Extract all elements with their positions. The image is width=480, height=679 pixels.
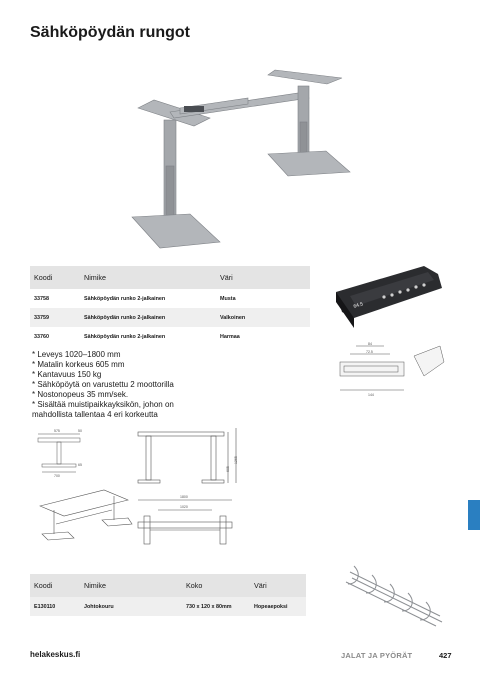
front-view-drawing [134,424,244,490]
dim-panel-total: 144 [368,393,374,397]
isometric-drawing [34,484,134,548]
dim-foot-width: 700 [54,474,60,478]
dim-panel-top: 84 [368,342,372,346]
footer-category: JALAT JA PYÖRÄT [341,651,413,660]
side-view-drawing [34,426,84,478]
table-row [30,289,310,308]
frames-table [30,266,310,346]
cable-tray-table [30,574,306,616]
page-title: Sähköpöydän rungot [30,24,190,41]
feature-item: * Sähköpöytä on varustettu 2 moottorilla [32,380,174,389]
cell-code: 33758 [34,295,49,302]
header-color: Väri [250,574,306,597]
dim-side-height: 50 [78,429,82,433]
dim-front-total-height: 1265 [234,456,238,464]
table-row [30,308,310,327]
footer-site: helakeskus.fi [30,650,81,659]
dim-front-height: 605 [226,466,230,472]
table-row [30,327,310,346]
desk-frame-image [120,62,365,252]
cell-size: 730 x 120 x 80mm [182,597,250,616]
header-color: Väri [216,266,310,289]
controller-image [332,262,442,334]
cell-name: Johtokouru [80,597,182,616]
dim-plan-inner: 1020 [180,505,188,509]
header-code: Koodi [30,266,80,289]
cell-color: Harmaa [220,333,240,340]
header-code: Koodi [30,574,80,597]
cell-name: Sähköpöydän runko 2-jalkainen [84,295,166,302]
cell-color: Musta [220,295,236,302]
page-number: 427 [439,651,452,660]
dim-side-width: 575 [54,429,60,433]
feature-item: * Sisältää muistipaikkayksikön, johon on [32,400,174,409]
header-name: Nimike [80,266,216,289]
cell-code: 33760 [34,333,49,340]
feature-item: mahdollista tallentaa 4 eri korkeutta [32,410,158,419]
cell-color: Valkoinen [216,308,310,327]
table-row [30,597,306,616]
cell-code: E130110 [30,597,80,616]
controller-technical-drawing [336,342,448,400]
feature-item: * Leveys 1020–1800 mm [32,350,121,359]
plan-view-drawing [134,494,244,550]
section-tab-marker [468,500,480,530]
cell-name: Sähköpöydän runko 2-jalkainen [84,333,166,340]
cell-name: Sähköpöydän runko 2-jalkainen [80,308,216,327]
cell-color: Hopeaepoksi [250,597,306,616]
feature-item: * Kantavuus 150 kg [32,370,102,379]
dim-panel-inner: 72.5 [366,350,373,354]
feature-item: * Nostonopeus 35 mm/sek. [32,390,129,399]
feature-list [32,350,247,420]
header-size: Koko [182,574,250,597]
feature-item: * Matalin korkeus 605 mm [32,360,125,369]
cable-tray-image [342,560,452,632]
header-name: Nimike [80,574,182,597]
dim-foot-height: 65 [78,463,82,467]
cell-code: 33759 [30,308,80,327]
controller-display-text: 64.5 [352,301,364,310]
dim-plan-total: 1800 [180,495,188,499]
